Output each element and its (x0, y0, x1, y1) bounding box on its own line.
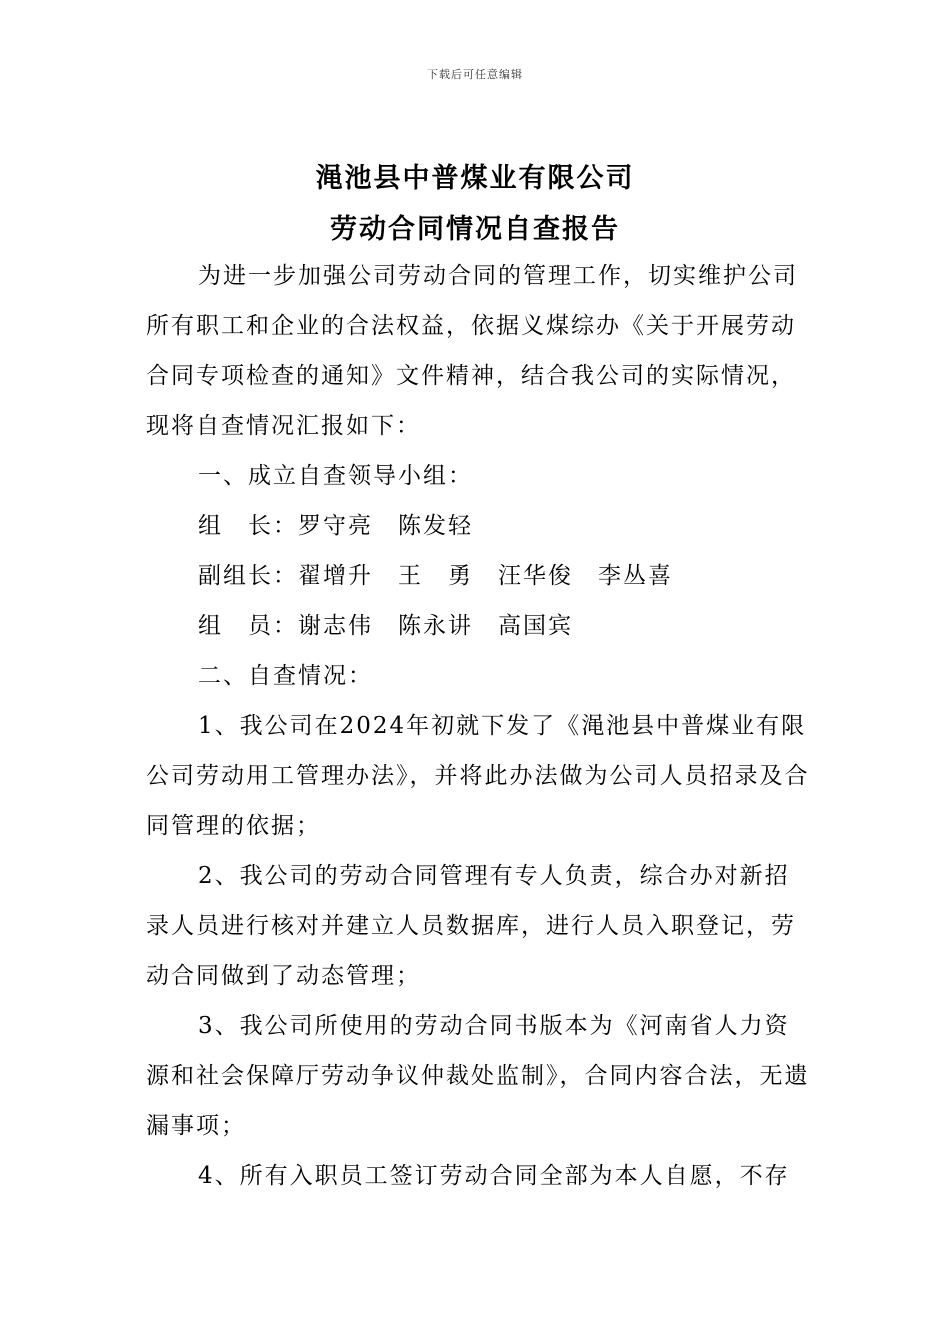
deputy-leader-line: 副组长：翟增升 王 勇 汪华俊 李丛喜 (198, 563, 673, 589)
item-paragraph-3: 3、我公司所使用的劳动合同书版本为《河南省人力资源和社会保障厅劳动争议仲裁处监制》，合同内容合法，无遗漏事项； (146, 1013, 810, 1139)
section1-heading: 一、成立自查领导小组： (198, 463, 473, 489)
intro-paragraph: 为进一步加强公司劳动合同的管理工作，切实维护公司所有职工和企业的合法权益，依据义煤综办《关于开展劳动合同专项检查的通知》文件精神，结合我公司的实际情况，现将自查情况汇报如下： (146, 263, 798, 439)
item-paragraph-1: 1、我公司在2024年初就下发了《渑池县中普煤业有限公司劳动用工管理办法》，并将此办法做为公司人员招录及合同管理的依据； (146, 713, 810, 839)
members-line: 组 员：谢志伟 陈永讲 高国宾 (198, 613, 573, 639)
header-note: 下载后可任意编辑 (427, 68, 523, 81)
item-paragraph-4: 4、所有入职员工签订劳动合同全部为本人自愿，不存 (198, 1163, 790, 1189)
document-title-company: 渑池县中普煤业有限公司 (315, 163, 635, 194)
leader-line: 组 长：罗守亮 陈发轻 (198, 513, 473, 539)
document-title-report: 劳动合同情况自查报告 (330, 214, 620, 245)
document-body (146, 251, 810, 1201)
section2-heading: 二、自查情况： (198, 663, 373, 689)
item-paragraph-2: 2、我公司的劳动合同管理有专人负责，综合办对新招录人员进行核对并建立人员数据库，进行人员入职登记，劳动合同做到了动态管理； (146, 863, 796, 989)
